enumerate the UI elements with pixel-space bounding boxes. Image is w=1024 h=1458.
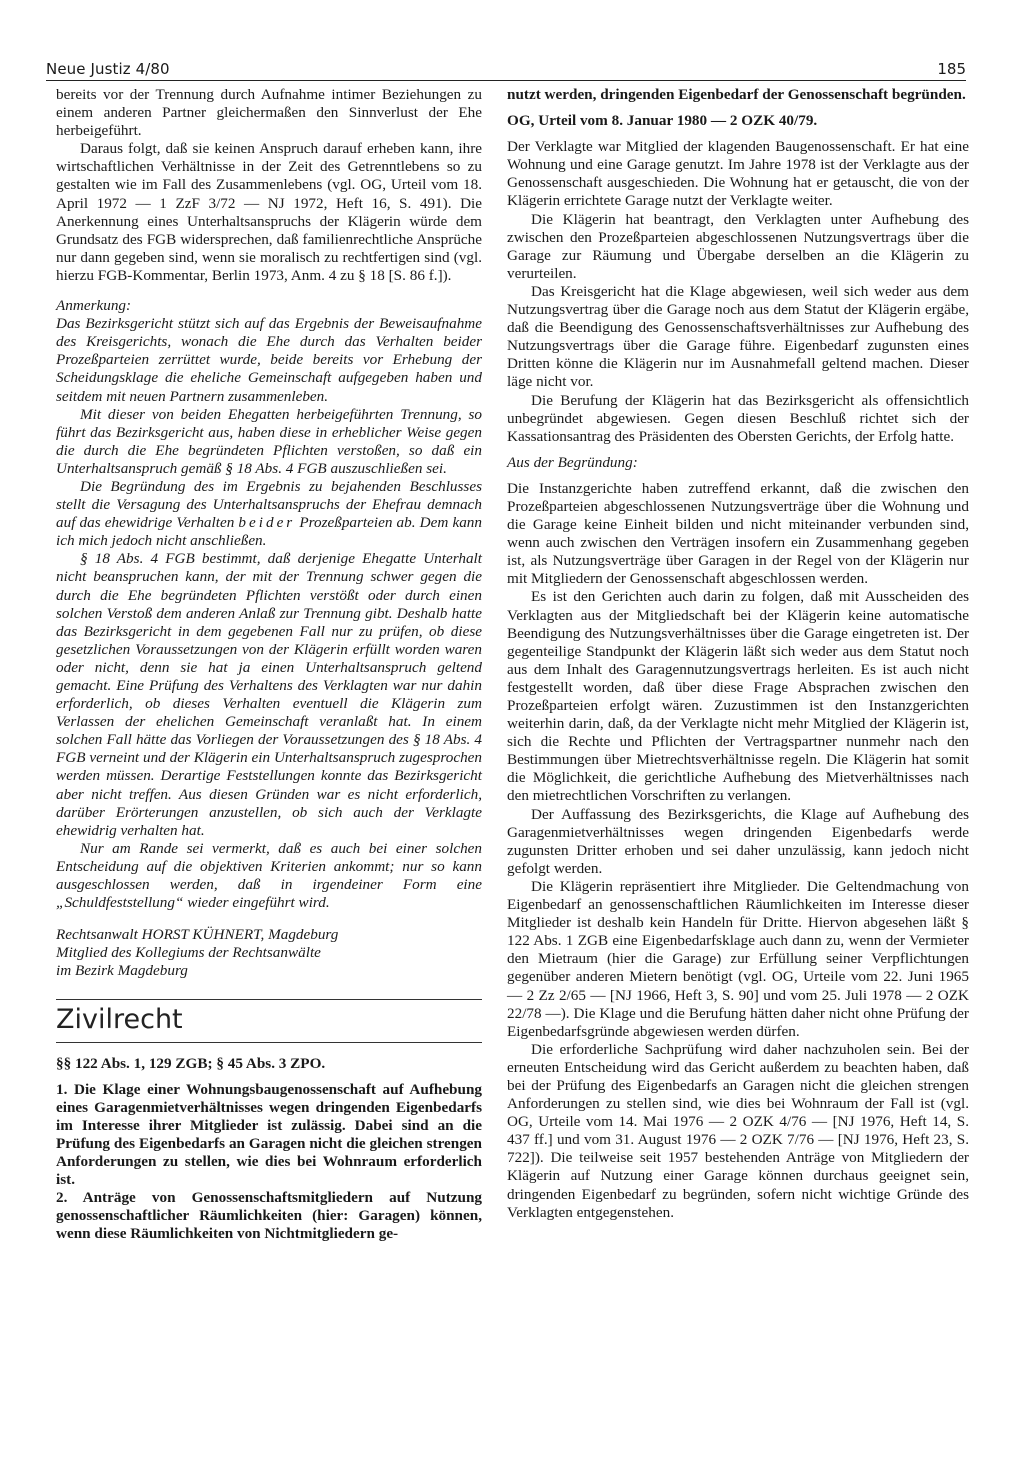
running-header: [46, 56, 966, 81]
annotation-heading: Anmerkung:: [56, 297, 132, 315]
paragraph: Das Kreisgericht hat die Klage abgewiesen, weil sich weder aus dem Nutzungsvertrag über die Garage noch aus dem Statut der Klägerin ergäbe, daß die Beendigung des Genossenschaftsverhältnisses zur Aufhebung des Nutzungsvertrags über die Garage führe. Eigenbedarf zugunsten eines Dritten könne die Klägerin nur im Ausnahmefall geltend machen. Dieser läge nicht vor.: [507, 282, 969, 391]
paragraph: Daraus folgt, daß sie keinen Anspruch darauf erheben kann, ihre wirtschaftlichen Verhältnisse in der Zeit des Getrenntlebens so zu gestalten wie im Fall des Zusammenlebens (vgl. OG, Urteil vom 18. April 1972 — 1 ZzF 3/72 — NJ 1972, Heft 16, S. 491). Die Anerkennung eines Unterhaltsanspruchs der Klägerin würde dem Grundsatz des FGB widersprechen, daß familienrechtliche Ansprüche nur dann gegeben sind, wenn sie moralisch zu rechtfertigen sind (vgl. hierzu FGB-Kommentar, Berlin 1973, Anm. 4 zu § 18 [S. 86 f.]).: [56, 140, 482, 284]
author-affiliation: Mitglied des Kollegiums der Rechtsanwälte: [56, 944, 321, 962]
reasoning-heading: Aus der Begründung:: [507, 453, 638, 471]
annotation-text: Prozeßparteien ab. Dem kann ich mich jedoch nicht anschließen.: [56, 514, 482, 550]
annotation-paragraph: [56, 478, 482, 550]
author-signature: [56, 926, 482, 980]
journal-issue: Neue Justiz 4/80: [46, 60, 170, 78]
left-column: [56, 86, 482, 1243]
paragraph: Die Klägerin hat beantragt, den Verklagten unter Aufhebung des zwischen den Prozeßparteien abgeschlossenen Nutzungsvertrags über die Garage zur Räumung und Übergabe derselben an die Klägerin zu verurteilen.: [507, 210, 969, 282]
headnote-2-continued: nutzt werden, dringenden Eigenbedarf der Genossenschaft begründen.: [507, 86, 966, 103]
emphasis-spaced: beider: [238, 514, 296, 532]
headnote-1: 1. Die Klage einer Wohnungsbaugenossenschaft auf Aufhebung eines Garagenmietverhältnisses wegen dringenden Eigenbedarfs im Interesse ihrer Mitglieder ist zulässig. Dabei sind an die Prüfung des Eigenbedarfs an Garagen nicht die gleichen strengen Anforderungen zu stellen, wie dies bei Wohnraum erforderlich ist.: [56, 1080, 482, 1189]
right-column: [507, 86, 969, 1222]
paragraph: bereits vor der Trennung durch Aufnahme intimer Beziehungen zu einem anderen Partner gleichermaßen den Sinnverlust der Ehe herbeigeführt.: [56, 86, 482, 140]
annotation-text: Die Begründung des im Ergebnis zu bejahenden Beschlusses stellt die Versagung des Unterhaltsanspruchs der Ehefrau demnach auf das ehewidrige Verhalten: [56, 477, 482, 532]
paragraph: Die Berufung der Klägerin hat das Bezirksgericht als offensichtlich unbegründet abgewiesen. Gegen diesen Beschluß richtet sich der Kassationsantrag des Präsidenten des Obersten Gerichts, der Erfolg hatte.: [507, 391, 969, 445]
annotation-paragraph: Nur am Rande sei vermerkt, daß es auch bei einer solchen Entscheidung auf die objektiven Kriterien ankommt; nur so kann ausgeschlossen werden, daß in irgendeiner Form eine „Schuldfeststellung“ wieder eingeführt wird.: [56, 839, 482, 912]
paragraph: Der Verklagte war Mitglied der klagenden Baugenossenschaft. Er hat eine Wohnung und eine Garage genutzt. Im Jahre 1978 ist der Verklagte aus der Genossenschaft ausgeschieden. Die Wohnung hat er getauscht, die von der Klägerin errichtete Garage nutzt der Verklagte weiter.: [507, 138, 969, 210]
legal-norms: §§ 122 Abs. 1, 129 ZGB; § 45 Abs. 3 ZPO.: [56, 1054, 326, 1072]
paragraph: Es ist den Gerichten auch darin zu folgen, daß mit Ausscheiden des Verklagten aus der Mitgliedschaft bei der Klägerin keine automatische Beendigung des Nutzungsverhältnisses über die Garage eingetreten ist. Der gegenteilige Standpunkt der Klägerin läßt sich weder aus dem Statut noch aus dem Inhalt des Garagennutzungsvertrags herleiten. Es ist auch nicht festgestellt worden, daß über diese Frage Absprachen zwischen den Prozeßparteien erfolgt wären. Zuzustimmen ist den Instanzgerichten weiterhin darin, daß, da der Verklagte nicht mehr Mitglied der Klägerin ist, sich die Rechte und Pflichten der Vertragspartner nunmehr nach den Bestimmungen über Mietrechtsverhältnisse regeln. Die Klägerin hat somit die Möglichkeit, die gerichtliche Aufhebung des Mietverhältnisses nach den mietrechtlichen Vorschriften zu verlangen.: [507, 588, 969, 805]
annotation-paragraph: § 18 Abs. 4 FGB bestimmt, daß derjenige Ehegatte Unterhalt nicht beanspruchen kann, der mit der Trennung schwer gegen die durch die Ehe begründeten Pflichten verstößt oder durch einen solchen Verstoß dem anderen Anlaß zur Trennung gibt. Deshalb hatte das Bezirksgericht in dem gegebenen Fall nur zu prüfen, ob diese gesetzlichen Voraussetzungen von der Klägerin erfüllt worden waren oder nicht, denn sie hat ja einen Unterhaltsanspruch geltend gemacht. Eine Prüfung des Verhaltens des Verklagten war nur dahin erforderlich, ob dieses Verhalten eventuell die Klägerin zum Verlassen der ehelichen Gemeinschaft veranlaßt hat. In einem solchen Fall hätte das Vorliegen der Voraussetzungen des § 18 Abs. 4 FGB verneint und der Klägerin ein Unterhaltsanspruch zugesprochen werden müssen. Derartige Feststellungen konnte das Bezirksgericht aber nicht treffen. Aus diesen Gründen war es nicht erforderlich, darüber Erörterungen anzustellen, ob sich auch der Verklagte ehewidrig verhalten hat.: [56, 550, 482, 839]
paragraph: Die Instanzgerichte haben zutreffend erkannt, daß die zwischen den Prozeßparteien abgeschlossenen Nutzungsverträge über die Wohnung und die Garage keine Einheit bilden und nicht miteinander verbunden sind, wenn auch zwischen den Verträgen insofern ein Zusammenhang gegeben ist, als Nutzungsverträge über Garagen in der Regel von der Klägerin nur mit Mitgliedern der Genossenschaft abgeschlossen werden.: [507, 479, 969, 588]
decision-citation: OG, Urteil vom 8. Januar 1980 — 2 OZK 40/79.: [507, 112, 818, 130]
author-name: Rechtsanwalt HORST KÜHNERT, Magdeburg: [56, 926, 339, 944]
paragraph: Die Klägerin repräsentiert ihre Mitglieder. Die Geltendmachung von Eigenbedarf an genossenschaftlichen Räumlichkeiten im Interesse dieser Mitglieder ist deshalb kein Handeln für Dritte. Hiervon abgesehen läßt § 122 Abs. 1 ZGB eine Eigenbedarfsklage auch dann zu, wenn der Vermieter den Mietraum (hier die Garage) zur Erfüllung seiner Verpflichtungen gegenüber anderen Mietern benötigt (vgl. OG, Urteile vom 22. Juni 1965 — 2 Zz 2/65 — [NJ 1966, Heft 3, S. 90] und vom 25. Juli 1978 — 2 OZK 22/78 —). Die Klage und die Berufung hätten daher nicht ohne Prüfung der Eigenbedarfsgründe abgewiesen werden dürfen.: [507, 877, 969, 1040]
author-district: im Bezirk Magdeburg: [56, 962, 188, 980]
headnote-2: 2. Anträge von Genossenschaftsmitgliedern auf Nutzung genossenschaftlicher Räumlichkeiten (hier: Garagen) können, wenn diese Räumlichkeiten von Nichtmitgliedern ge-: [56, 1189, 482, 1243]
page-number: 185: [937, 60, 966, 78]
annotation-paragraph: Das Bezirksgericht stützt sich auf das Ergebnis der Beweisaufnahme des Kreisgerichts, wonach die Ehe durch das Verhalten beider Prozeßparteien zerrüttet wurde, beide bereits vor Erhebung der Scheidungsklage die eheliche Gemeinschaft aufgegeben haben und seitdem mit neuen Partnern zusammenleben.: [56, 315, 482, 405]
section-heading: Zivilrecht: [56, 999, 482, 1043]
paragraph: Die erforderliche Sachprüfung wird daher nachzuholen sein. Bei der erneuten Entscheidung wird das Gericht außerdem zu beachten haben, daß bei der Prüfung des Eigenbedarfs an Garagen nicht die gleichen strengen Anforderungen zu stellen sind, wie dies bei Wohnraum der Fall ist (vgl. OG, Urteile vom 14. Mai 1976 — 2 OZK 4/76 — [NJ 1976, Heft 14, S. 437 ff.] und vom 31. August 1976 — 2 OZK 7/76 — [NJ 1976, Heft 23, S. 722]). Die teilweise seit 1957 bestehenden Anträge von Mitgliedern der Klägerin auf Nutzung einer Garage können durchaus geeignet sein, dringenden Eigenbedarf zu begründen, sofern nicht wichtige Gründe des Verklagten entgegenstehen.: [507, 1040, 969, 1221]
paragraph: Der Auffassung des Bezirksgerichts, die Klage auf Aufhebung des Garagenmietverhältnisses wegen dringenden Eigenbedarfs werde zugunsten Dritter erhoben und sei daher unzulässig, kann jedoch nicht gefolgt werden.: [507, 805, 969, 877]
annotation-paragraph: Mit dieser von beiden Ehegatten herbeigeführten Trennung, so führt das Bezirksgericht aus, haben diese in erheblicher Weise gegen die durch die Ehe begründeten Pflichten verstoßen, so daß ein Unterhaltsanspruch gemäß § 18 Abs. 4 FGB auszuschließen sei.: [56, 405, 482, 477]
